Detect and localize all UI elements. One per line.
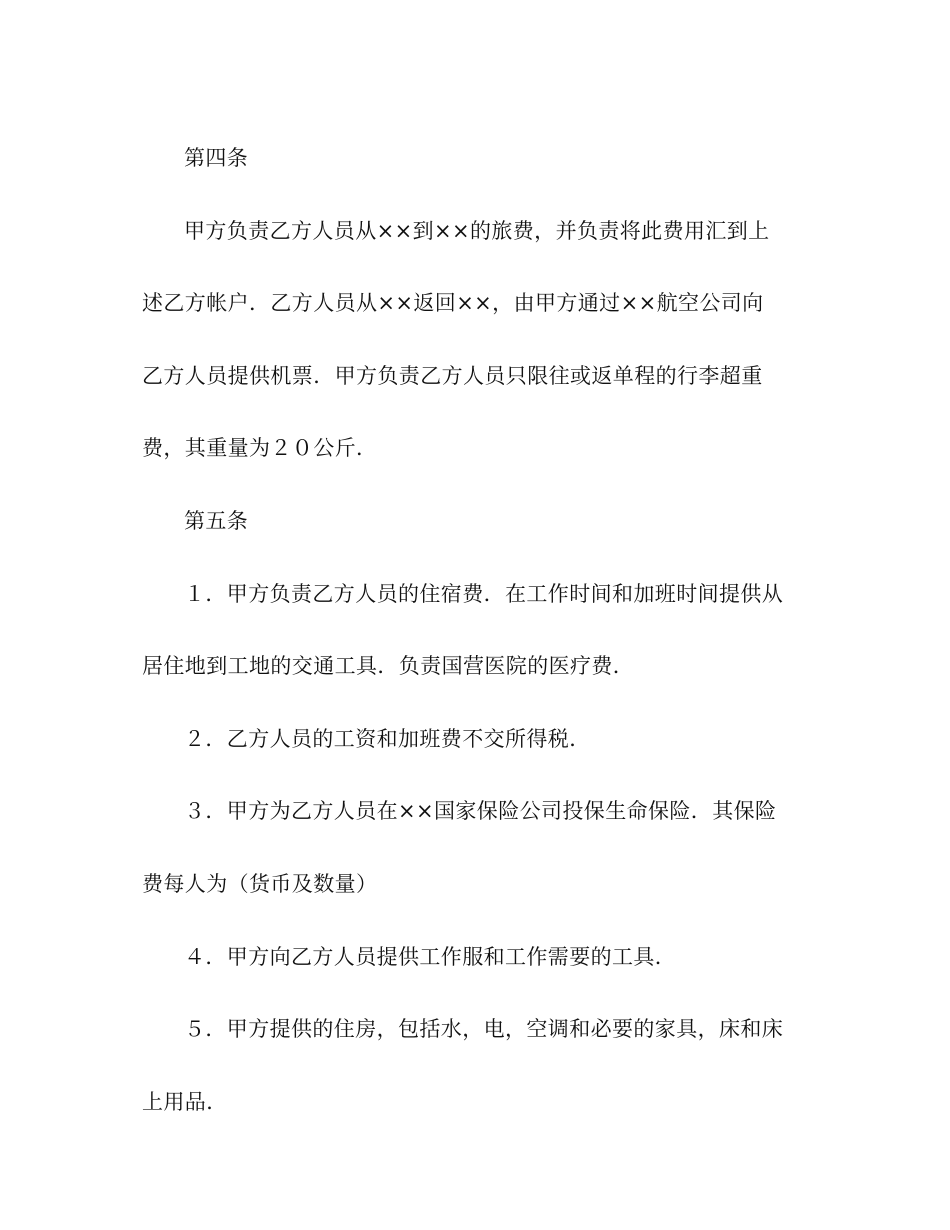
article-5-item-2: ２．乙方人员的工资和加班费不交所得税． <box>184 726 591 751</box>
article-5-item-5-line-1: ５．甲方提供的住房，包括水，电，空调和必要的家具，床和床 <box>184 1017 784 1042</box>
article-4-paragraph-line-4: 费，其重量为２０公斤． <box>142 436 378 461</box>
article-5-item-4: ４．甲方向乙方人员提供工作服和工作需要的工具． <box>184 944 677 969</box>
article-4-paragraph-line-1: 甲方负责乙方人员从××到××的旅费，并负责将此费用汇到上 <box>184 218 770 243</box>
article-4-paragraph-line-2: 述乙方帐户．乙方人员从××返回××，由甲方通过××航空公司向 <box>142 291 764 316</box>
article-4-heading: 第四条 <box>184 146 249 170</box>
article-5-item-5-line-2: 上用品． <box>142 1089 228 1114</box>
document-body <box>142 122 802 1138</box>
article-5-item-1-line-1: １．甲方负责乙方人员的住宿费．在工作时间和加班时间提供从 <box>184 581 784 606</box>
article-5-item-3-line-1: ３．甲方为乙方人员在××国家保险公司投保生命保险．其保险 <box>184 799 777 824</box>
article-5-item-3-line-2: 费每人为（货币及数量） <box>142 871 378 896</box>
article-4-paragraph-line-3: 乙方人员提供机票．甲方负责乙方人员只限往或返单程的行李超重 <box>142 363 763 388</box>
article-5-item-1-line-2: 居住地到工地的交通工具．负责国营医院的医疗费． <box>142 654 635 679</box>
article-5-heading: 第五条 <box>184 508 249 533</box>
